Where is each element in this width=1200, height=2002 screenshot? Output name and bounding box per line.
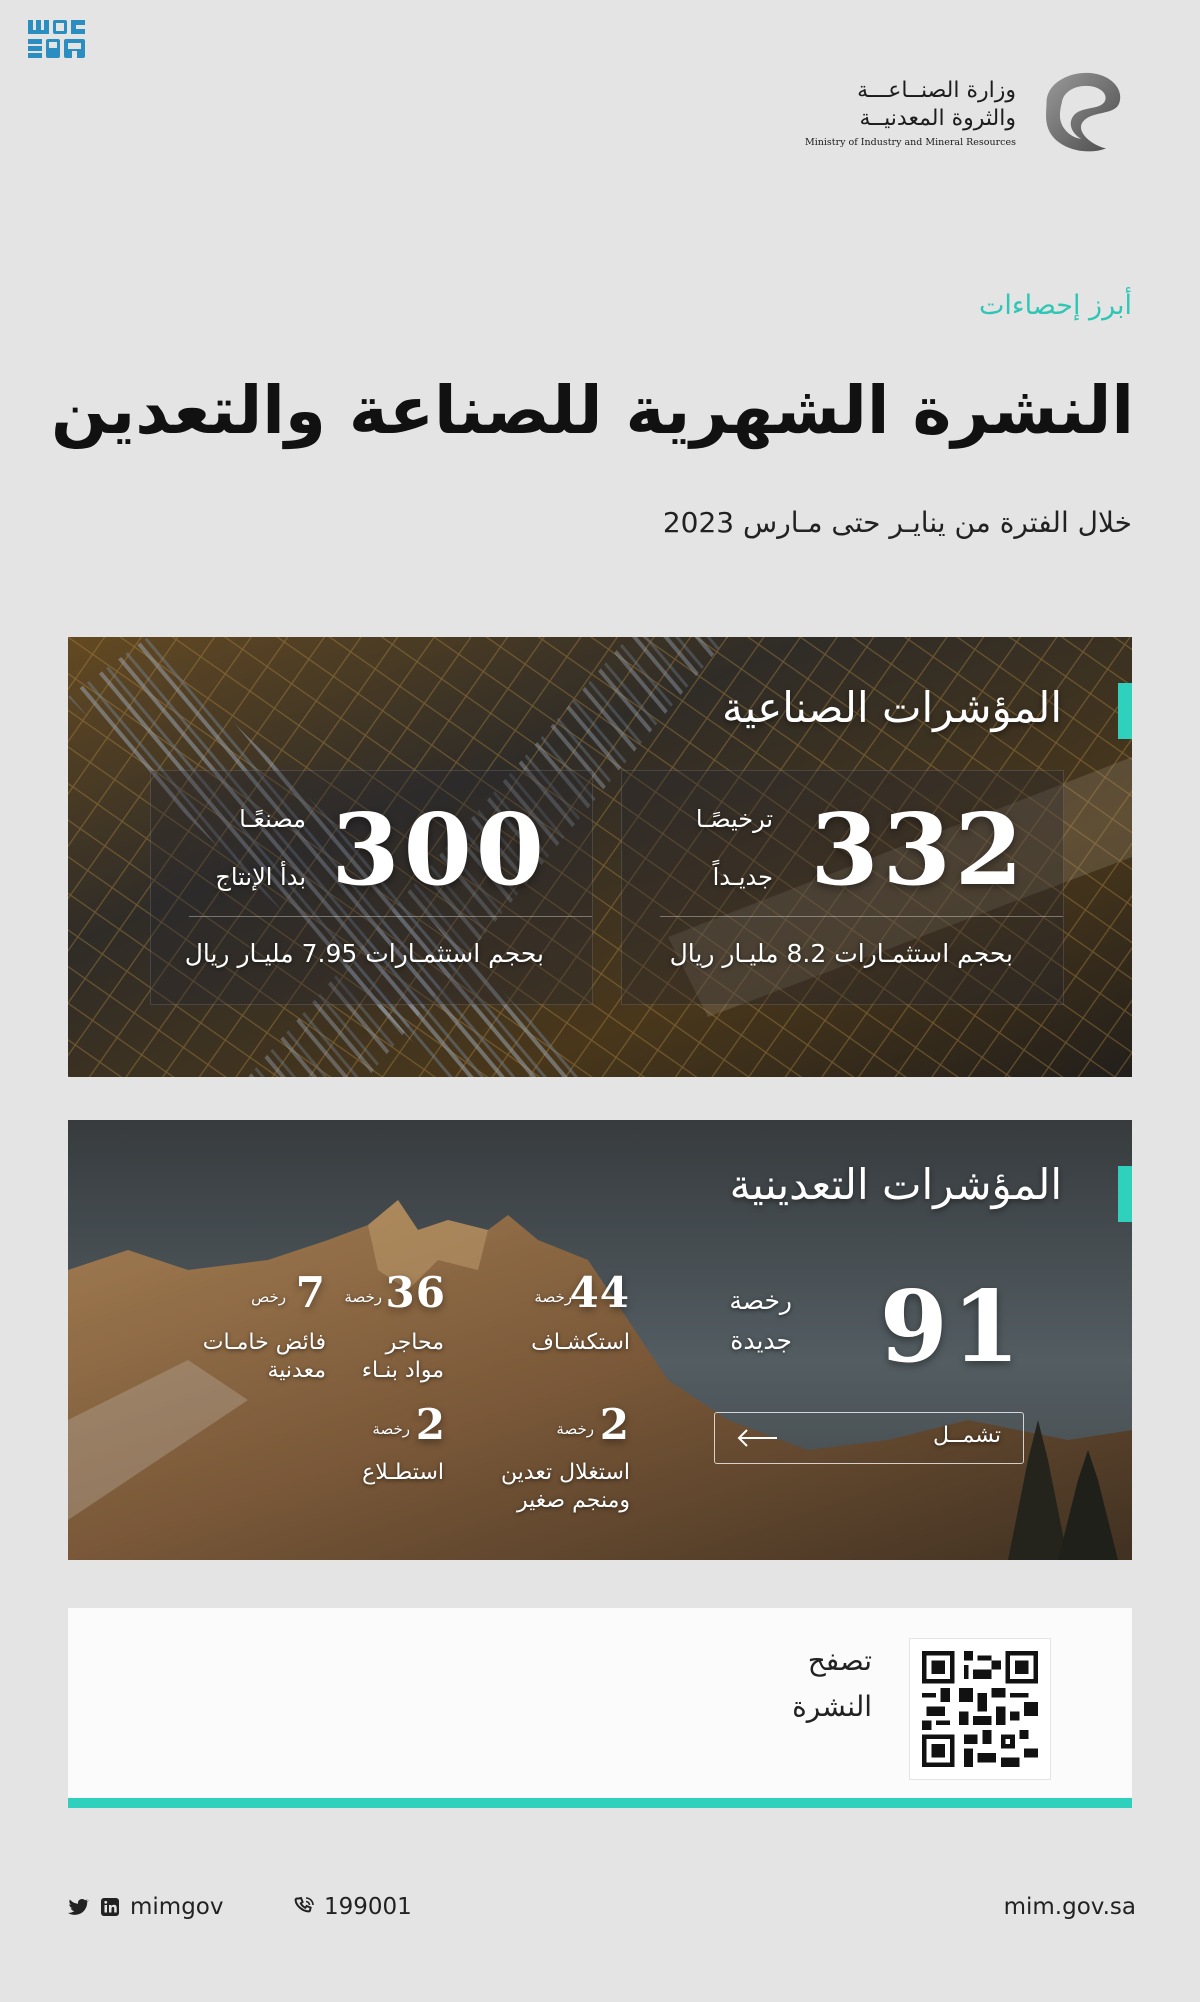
quarry-label-1: محاجر bbox=[385, 1330, 444, 1355]
small-mine-label-1: استغلال تعدين bbox=[500, 1460, 630, 1485]
twitter-icon[interactable] bbox=[66, 1895, 90, 1919]
new-licenses-investment: بحجم استثمـارات 8.2 مليـار ريال bbox=[669, 939, 1013, 968]
website-url: mim.gov.sa bbox=[1003, 1894, 1136, 1920]
factories-started-label-2: بدأ الإنتاج bbox=[215, 863, 306, 891]
qr-card-accent-bar bbox=[68, 1798, 1132, 1808]
new-licenses-card bbox=[621, 770, 1064, 1005]
browse-bulletin-card[interactable] bbox=[68, 1608, 1132, 1808]
includes-button[interactable] bbox=[714, 1412, 1024, 1464]
factories-started-label-1: مصنعًـا bbox=[239, 805, 306, 833]
social-handle: mimgov bbox=[130, 1894, 224, 1920]
browse-bulletin-line1: تصفح bbox=[807, 1644, 872, 1677]
page-subtitle: خلال الفترة من ينايـر حتى مـارس 2023 bbox=[662, 506, 1132, 539]
new-licenses-label-2: جديـداً bbox=[712, 863, 773, 891]
reconnaissance-value: 2 bbox=[415, 1400, 446, 1449]
mining-accent-tab bbox=[1118, 1166, 1132, 1222]
mining-licenses-label-2: جديدة bbox=[730, 1326, 792, 1355]
ministry-name-ar-line1: وزارة الصنــاعـــة bbox=[857, 77, 1016, 103]
new-licenses-value: 332 bbox=[810, 793, 1027, 908]
reconnaissance-label: استطـلاع bbox=[362, 1460, 444, 1485]
small-mine-label-2: ومنجم صغير bbox=[517, 1488, 630, 1513]
eyebrow-label: أبرز إحصاءات bbox=[979, 290, 1132, 321]
reconnaissance-unit: رخصة bbox=[372, 1420, 410, 1438]
quarry-label-2: مواد بنـاء bbox=[361, 1358, 444, 1383]
factories-started-card bbox=[150, 770, 593, 1005]
factories-investment: بحجم استثمـارات 7.95 مليـار ريال bbox=[184, 939, 544, 968]
exploration-label: استكشـاف bbox=[531, 1330, 630, 1355]
quarry-value: 36 bbox=[385, 1268, 446, 1317]
mining-indicators-panel bbox=[68, 1120, 1132, 1560]
quarry-unit: رخصة bbox=[344, 1288, 382, 1306]
arrow-left-icon bbox=[735, 1425, 779, 1451]
linkedin-icon[interactable] bbox=[98, 1895, 122, 1919]
exploration-unit: رخصة bbox=[534, 1288, 572, 1306]
ministry-name-en: Ministry of Industry and Mineral Resources bbox=[805, 136, 1016, 148]
browse-bulletin-line2: النشرة bbox=[792, 1690, 872, 1723]
qr-code[interactable] bbox=[909, 1638, 1051, 1780]
qr-code-icon bbox=[922, 1651, 1038, 1767]
mining-licenses-label-1: رخصة bbox=[729, 1286, 792, 1315]
surplus-ore-unit: رخص bbox=[251, 1288, 286, 1306]
browse-bulletin-text bbox=[792, 1638, 872, 1730]
industrial-indicators-panel bbox=[68, 637, 1132, 1077]
divider bbox=[189, 916, 592, 917]
spa-logo bbox=[28, 20, 90, 60]
ministry-name-ar-line2: والثروة المعدنيــة bbox=[859, 105, 1016, 131]
industrial-title: المؤشرات الصناعية bbox=[722, 683, 1062, 732]
includes-label: تشمــل bbox=[932, 1423, 1001, 1448]
mining-licenses-value: 91 bbox=[879, 1270, 1024, 1385]
phone-icon bbox=[292, 1895, 316, 1919]
industrial-accent-tab bbox=[1118, 683, 1132, 739]
surplus-ore-value: 7 bbox=[295, 1268, 326, 1317]
small-mine-value: 2 bbox=[599, 1400, 630, 1449]
mining-title: المؤشرات التعدينية bbox=[729, 1160, 1062, 1209]
surplus-ore-label-1: فائض خامـات bbox=[202, 1330, 326, 1355]
social-link[interactable] bbox=[66, 1894, 223, 1920]
surplus-ore-label-2: معدنية bbox=[267, 1358, 326, 1383]
ministry-emblem-icon bbox=[1034, 64, 1132, 160]
factories-started-value: 300 bbox=[331, 793, 548, 908]
page-title: النشرة الشهرية للصناعة والتعدين bbox=[51, 372, 1134, 449]
footer bbox=[66, 1894, 1136, 1926]
exploration-value: 44 bbox=[569, 1268, 630, 1317]
new-licenses-label-1: ترخيصًـا bbox=[695, 805, 773, 833]
ministry-logo bbox=[805, 64, 1132, 160]
phone-link[interactable] bbox=[292, 1894, 412, 1920]
divider bbox=[660, 916, 1063, 917]
website-link[interactable] bbox=[1004, 1894, 1136, 1920]
small-mine-unit: رخصة bbox=[556, 1420, 594, 1438]
phone-number: 199001 bbox=[324, 1894, 412, 1920]
